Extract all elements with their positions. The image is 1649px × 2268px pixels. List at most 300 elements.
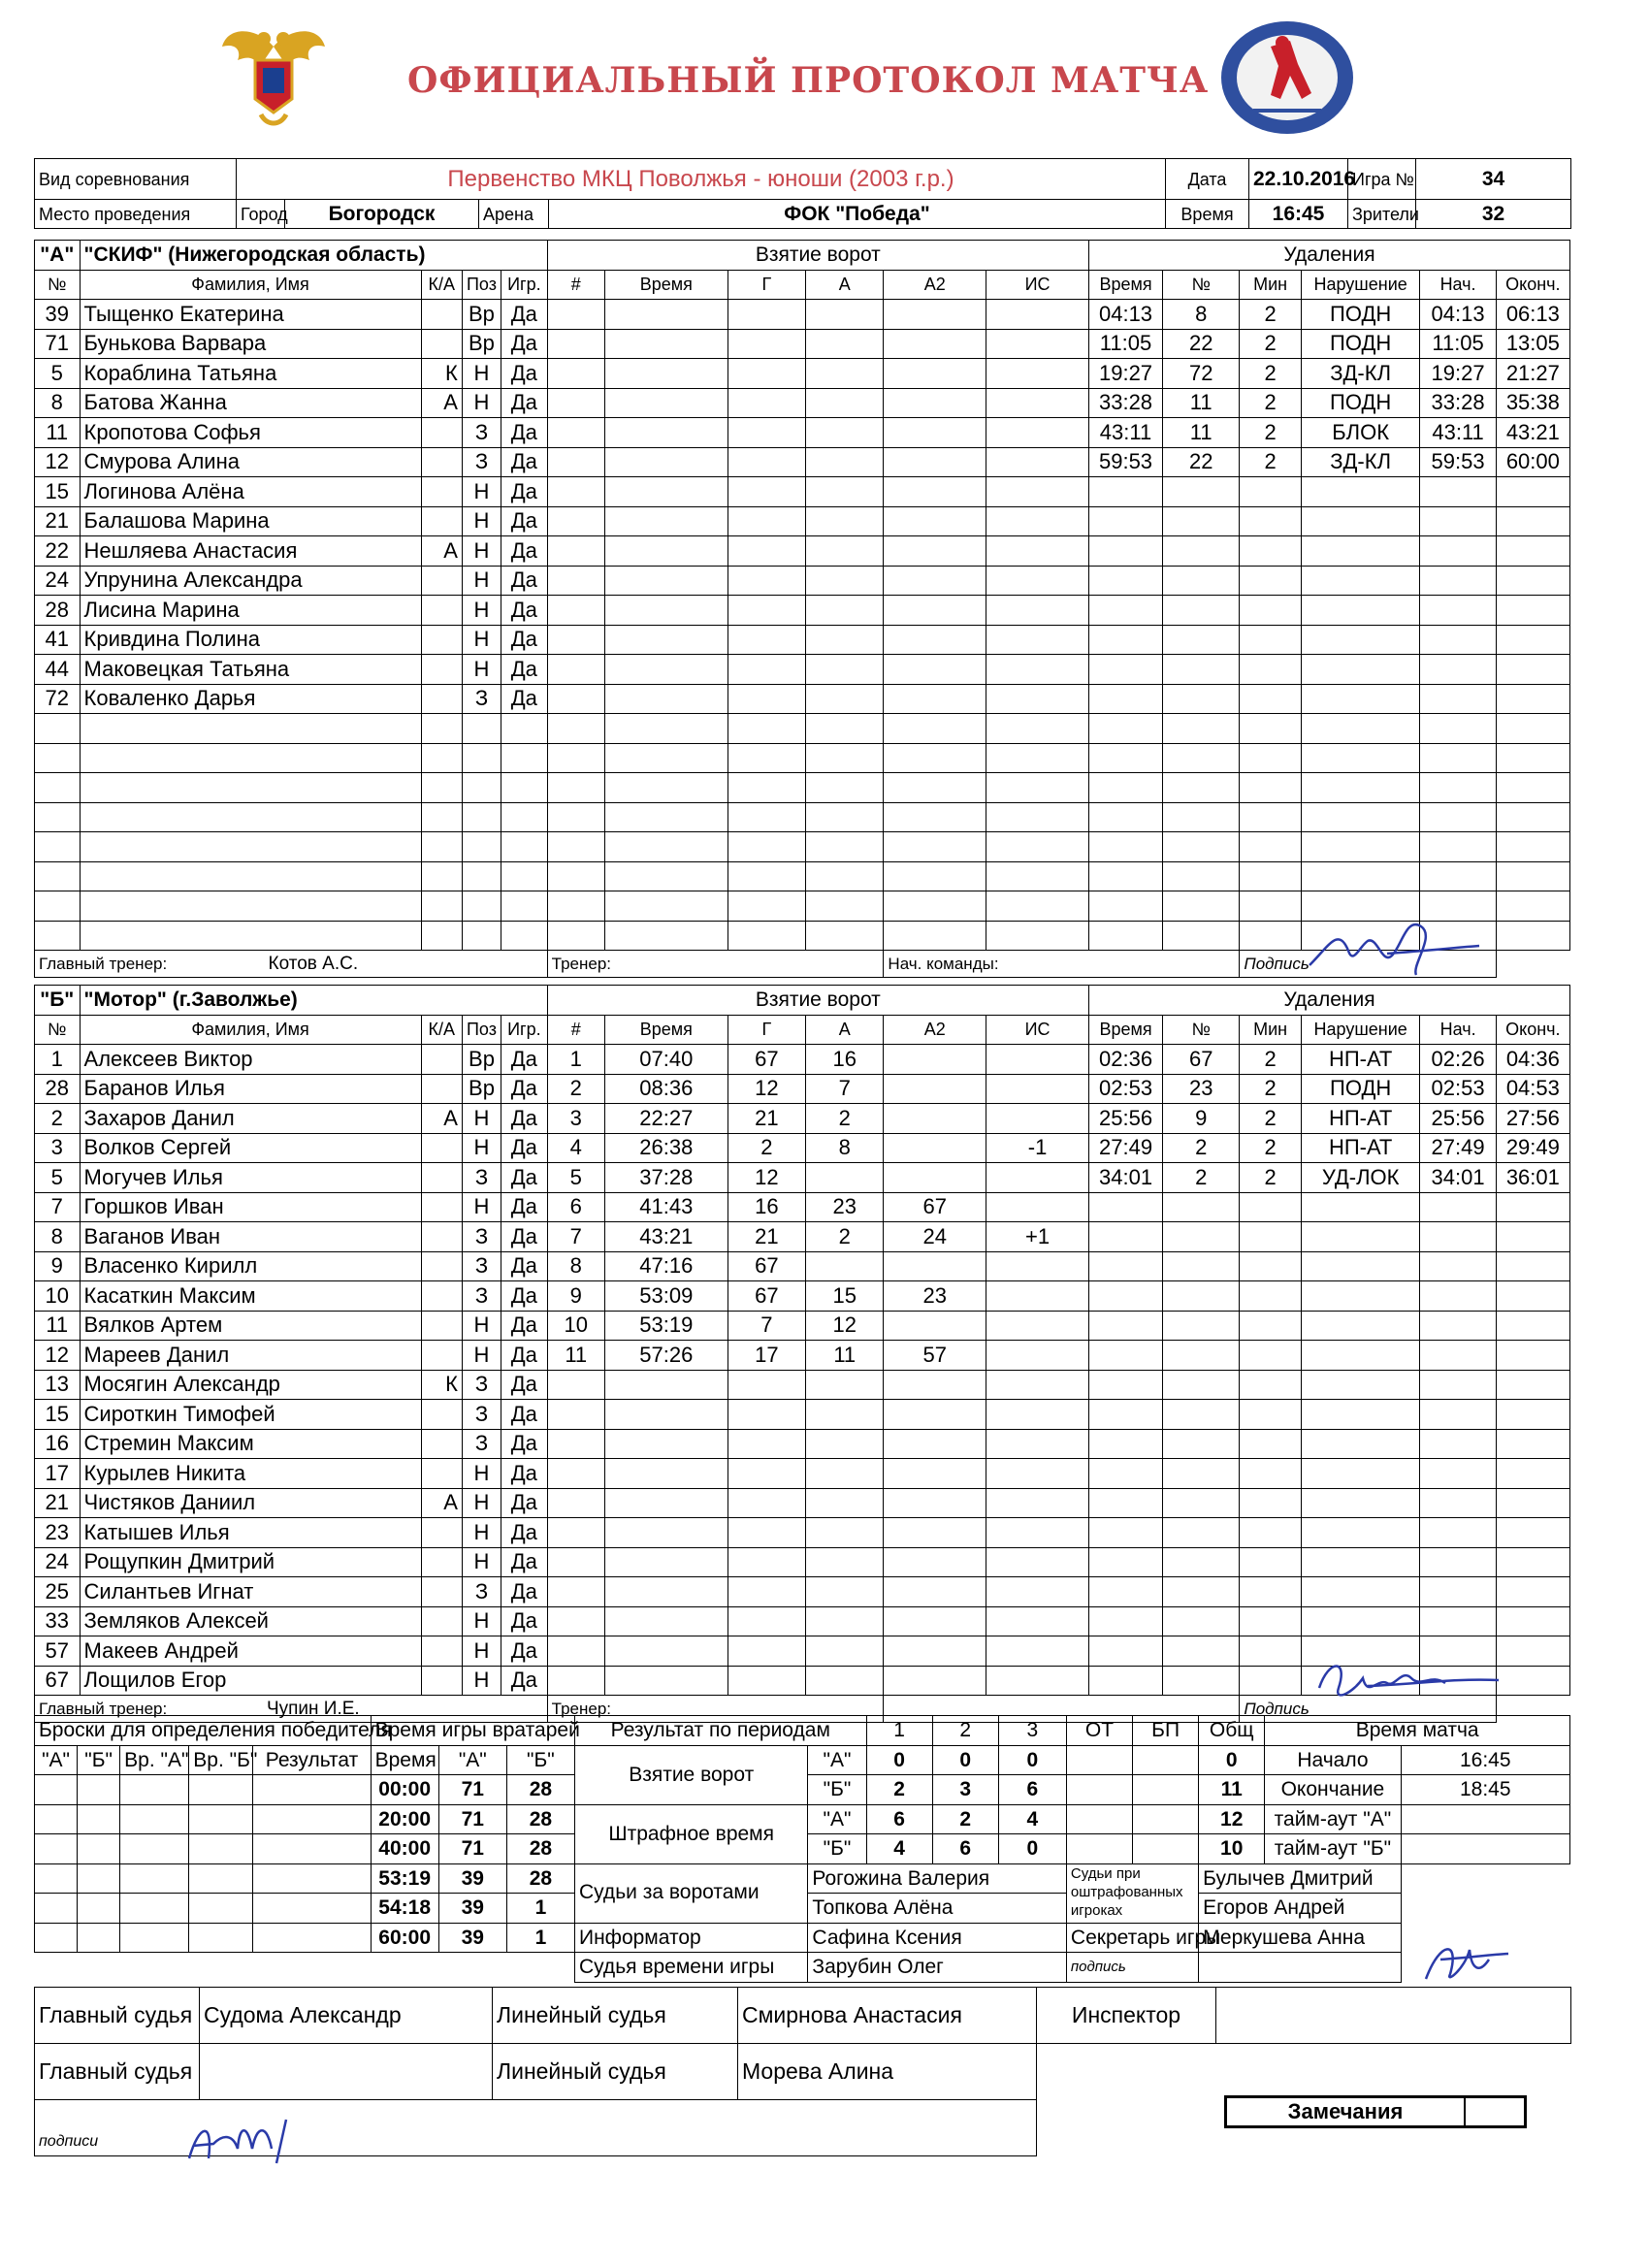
goal-scorer bbox=[728, 1666, 805, 1696]
goal-assist-2 bbox=[884, 506, 986, 536]
penalty-start bbox=[1420, 1311, 1496, 1341]
penalty-time bbox=[1088, 832, 1162, 862]
player-row bbox=[35, 1074, 1570, 1104]
goal-assist-2 bbox=[884, 802, 986, 832]
player-number: 12 bbox=[35, 447, 81, 477]
penalty-player: 11 bbox=[1163, 388, 1240, 418]
player-name bbox=[80, 802, 421, 832]
goalie-time: 60:00 bbox=[371, 1923, 438, 1953]
goal-time bbox=[604, 921, 728, 951]
penalty-start bbox=[1420, 1518, 1496, 1548]
periods-pim-team-a: "А" bbox=[808, 1804, 866, 1834]
goal-time bbox=[604, 1429, 728, 1459]
penalty-minutes bbox=[1240, 1636, 1301, 1667]
penalty-start bbox=[1420, 1400, 1496, 1430]
player-number: 15 bbox=[35, 477, 81, 507]
penalty-player: 23 bbox=[1163, 1074, 1240, 1104]
player-number: 28 bbox=[35, 1074, 81, 1104]
goal-assist-1 bbox=[806, 655, 884, 685]
goal-scorer bbox=[728, 1370, 805, 1400]
penalty-player: 22 bbox=[1163, 447, 1240, 477]
penalty-minutes bbox=[1240, 1459, 1301, 1489]
penalty-player bbox=[1163, 536, 1240, 567]
goal-scorer: 67 bbox=[728, 1045, 805, 1075]
player-position: Н bbox=[462, 506, 501, 536]
header-pstart: Нач. bbox=[1420, 1015, 1496, 1045]
penalty-minutes bbox=[1240, 1518, 1301, 1548]
player-captain-flag bbox=[421, 832, 462, 862]
penalty-time: 11:05 bbox=[1088, 329, 1162, 359]
penalty-end bbox=[1496, 1518, 1569, 1548]
goal-time: 53:19 bbox=[604, 1311, 728, 1341]
player-position: Н bbox=[462, 1488, 501, 1518]
header-gtime: Время bbox=[604, 270, 728, 300]
player-captain-flag bbox=[421, 743, 462, 773]
head-coach-label: Главный тренер: bbox=[35, 951, 81, 978]
goalie-col-b: "Б" bbox=[506, 1745, 574, 1775]
header-a2: А2 bbox=[884, 270, 986, 300]
player-position: Н bbox=[462, 1311, 501, 1341]
team-letter: "Б" bbox=[35, 986, 81, 1016]
penalty-end bbox=[1496, 1281, 1569, 1312]
penalty-start bbox=[1420, 1577, 1496, 1607]
penalty-infraction bbox=[1301, 773, 1420, 803]
goal-assist-2 bbox=[884, 447, 986, 477]
goalie-a: 39 bbox=[438, 1894, 506, 1924]
penalty-player bbox=[1163, 921, 1240, 951]
period-bp-header: БП bbox=[1133, 1716, 1199, 1746]
penalty-end bbox=[1496, 921, 1569, 951]
penalty-judge-1: Булычев Дмитрий bbox=[1199, 1863, 1401, 1894]
goal-scorer bbox=[728, 655, 805, 685]
goal-scorer bbox=[728, 684, 805, 714]
penalty-player: 67 bbox=[1163, 1045, 1240, 1075]
goal-time bbox=[604, 714, 728, 744]
player-number bbox=[35, 802, 81, 832]
goalie-b: 28 bbox=[506, 1834, 574, 1864]
player-row bbox=[35, 891, 1570, 922]
penalty-player bbox=[1163, 1281, 1240, 1312]
penalty-player bbox=[1163, 1488, 1240, 1518]
player-played bbox=[501, 743, 548, 773]
goal-time bbox=[604, 802, 728, 832]
signature-label: Подпись bbox=[1240, 951, 1496, 978]
goal-strength bbox=[986, 447, 1089, 477]
header-play: Игр. bbox=[501, 1015, 548, 1045]
penalty-time bbox=[1088, 1370, 1162, 1400]
player-number: 5 bbox=[35, 359, 81, 389]
venue-label: Место проведения bbox=[35, 200, 237, 229]
goal-assist-1 bbox=[806, 773, 884, 803]
goal-time bbox=[604, 359, 728, 389]
penalty-player: 22 bbox=[1163, 329, 1240, 359]
goalie-b: 28 bbox=[506, 1775, 574, 1805]
player-number: 24 bbox=[35, 1547, 81, 1577]
penalty-end bbox=[1496, 1488, 1569, 1518]
head-referee-2 bbox=[200, 2044, 493, 2100]
goal-assist-2 bbox=[884, 1636, 986, 1667]
penalty-end bbox=[1496, 1400, 1569, 1430]
player-number bbox=[35, 921, 81, 951]
player-played: Да bbox=[501, 625, 548, 655]
goal-assist-2 bbox=[884, 1547, 986, 1577]
goalie-time: 54:18 bbox=[371, 1894, 438, 1924]
player-played bbox=[501, 714, 548, 744]
goal-scorer bbox=[728, 832, 805, 862]
penalty-start bbox=[1420, 655, 1496, 685]
player-position: Н bbox=[462, 477, 501, 507]
goal-strength bbox=[986, 832, 1089, 862]
goal-time: 43:21 bbox=[604, 1222, 728, 1252]
player-name: Упрунина Александра bbox=[80, 566, 421, 596]
player-position: Н bbox=[462, 1341, 501, 1371]
penalty-player bbox=[1163, 1311, 1240, 1341]
linesman-label: Линейный судья bbox=[493, 1988, 738, 2044]
player-row bbox=[35, 596, 1570, 626]
player-position bbox=[462, 921, 501, 951]
player-captain-flag bbox=[421, 921, 462, 951]
goal-assist-1: 16 bbox=[806, 1045, 884, 1075]
penalty-time bbox=[1088, 1341, 1162, 1371]
header-no: № bbox=[35, 1015, 81, 1045]
penalty-end bbox=[1496, 1192, 1569, 1222]
player-position bbox=[462, 861, 501, 891]
player-played: Да bbox=[501, 1222, 548, 1252]
penalty-end: 60:00 bbox=[1496, 447, 1569, 477]
player-name: Кривдина Полина bbox=[80, 625, 421, 655]
player-row bbox=[35, 861, 1570, 891]
goal-scorer bbox=[728, 625, 805, 655]
goal-time bbox=[604, 329, 728, 359]
goal-number bbox=[547, 300, 604, 330]
goal-assist-1 bbox=[806, 802, 884, 832]
goal-strength bbox=[986, 1163, 1089, 1193]
penalty-time: 33:28 bbox=[1088, 388, 1162, 418]
goal-number: 1 bbox=[547, 1045, 604, 1075]
goal-time bbox=[604, 536, 728, 567]
goal-number bbox=[547, 1636, 604, 1667]
periods-goals-b-1: 2 bbox=[866, 1775, 932, 1805]
periods-pim-a-total: 12 bbox=[1199, 1804, 1265, 1834]
periods-goals-a-ot bbox=[1066, 1745, 1132, 1775]
player-number: 21 bbox=[35, 506, 81, 536]
informer-value: Сафина Ксения bbox=[808, 1923, 1066, 1953]
penalty-start bbox=[1420, 773, 1496, 803]
penalty-infraction bbox=[1301, 506, 1420, 536]
goal-strength bbox=[986, 891, 1089, 922]
penalty-player bbox=[1163, 743, 1240, 773]
player-played: Да bbox=[501, 1163, 548, 1193]
penalty-start bbox=[1420, 477, 1496, 507]
player-name: Стремин Максим bbox=[80, 1429, 421, 1459]
player-position: Н bbox=[462, 388, 501, 418]
player-name: Тыщенко Екатерина bbox=[80, 300, 421, 330]
player-played: Да bbox=[501, 388, 548, 418]
penalty-minutes bbox=[1240, 861, 1301, 891]
player-position: Н bbox=[462, 1636, 501, 1667]
header-a2: А2 bbox=[884, 1015, 986, 1045]
periods-pim-a-1: 6 bbox=[866, 1804, 932, 1834]
player-number: 41 bbox=[35, 625, 81, 655]
header-pnum: № bbox=[1163, 1015, 1240, 1045]
penalty-start: 11:05 bbox=[1420, 329, 1496, 359]
goal-number: 9 bbox=[547, 1281, 604, 1312]
penalty-player bbox=[1163, 861, 1240, 891]
goal-assist-1 bbox=[806, 1370, 884, 1400]
player-name: Рощупкин Дмитрий bbox=[80, 1547, 421, 1577]
goal-time: 41:43 bbox=[604, 1192, 728, 1222]
header-no: № bbox=[35, 270, 81, 300]
penalty-end: 21:27 bbox=[1496, 359, 1569, 389]
player-row bbox=[35, 566, 1570, 596]
penalty-time bbox=[1088, 921, 1162, 951]
player-name bbox=[80, 832, 421, 862]
penalty-start bbox=[1420, 625, 1496, 655]
player-row bbox=[35, 1222, 1570, 1252]
penalty-minutes bbox=[1240, 1577, 1301, 1607]
penalty-infraction bbox=[1301, 802, 1420, 832]
goal-number bbox=[547, 506, 604, 536]
informer-label: Информатор bbox=[574, 1923, 807, 1953]
penalty-minutes bbox=[1240, 743, 1301, 773]
goal-number: 10 bbox=[547, 1311, 604, 1341]
penalties-title: Удаления bbox=[1088, 986, 1569, 1016]
penalty-minutes bbox=[1240, 1251, 1301, 1281]
player-row bbox=[35, 773, 1570, 803]
player-played bbox=[501, 861, 548, 891]
player-captain-flag: К bbox=[421, 1370, 462, 1400]
penalty-start bbox=[1420, 1429, 1496, 1459]
goalie-time: 40:00 bbox=[371, 1834, 438, 1864]
goal-assist-1 bbox=[806, 300, 884, 330]
penalty-end bbox=[1496, 1311, 1569, 1341]
goal-scorer bbox=[728, 1577, 805, 1607]
player-captain-flag bbox=[421, 1192, 462, 1222]
goal-assist-1 bbox=[806, 536, 884, 567]
spectators-value: 32 bbox=[1416, 200, 1571, 229]
goal-assist-2 bbox=[884, 861, 986, 891]
penalty-time bbox=[1088, 1251, 1162, 1281]
goal-assist-2 bbox=[884, 1518, 986, 1548]
player-number: 5 bbox=[35, 1163, 81, 1193]
shootout-col-b: "Б" bbox=[78, 1745, 120, 1775]
penalty-end bbox=[1496, 477, 1569, 507]
player-captain-flag bbox=[421, 566, 462, 596]
header-g: Г bbox=[728, 270, 805, 300]
player-played: Да bbox=[501, 1606, 548, 1636]
penalty-infraction bbox=[1301, 921, 1420, 951]
player-captain-flag: А bbox=[421, 536, 462, 567]
periods-goals-team-a: "А" bbox=[808, 1745, 866, 1775]
head-coach-label: Главный тренер: bbox=[35, 1696, 81, 1723]
head-coach-name: Котов А.С. bbox=[80, 951, 547, 978]
goal-strength bbox=[986, 388, 1089, 418]
goal-strength bbox=[986, 921, 1089, 951]
goal-scorer bbox=[728, 921, 805, 951]
player-position: З bbox=[462, 1222, 501, 1252]
goal-time bbox=[604, 1636, 728, 1667]
player-number bbox=[35, 773, 81, 803]
periods-goals-b-3: 6 bbox=[998, 1775, 1066, 1805]
goal-assist-1 bbox=[806, 418, 884, 448]
penalty-time: 19:27 bbox=[1088, 359, 1162, 389]
penalty-start: 02:26 bbox=[1420, 1045, 1496, 1075]
player-name: Мосягин Александр bbox=[80, 1370, 421, 1400]
periods-pim-team-b: "Б" bbox=[808, 1834, 866, 1864]
goal-scorer bbox=[728, 596, 805, 626]
goal-number bbox=[547, 921, 604, 951]
goal-number: 8 bbox=[547, 1251, 604, 1281]
header-pos: Поз bbox=[462, 1015, 501, 1045]
goal-number bbox=[547, 477, 604, 507]
goal-assist-2 bbox=[884, 1459, 986, 1489]
player-position: З bbox=[462, 1370, 501, 1400]
player-name: Мареев Данил bbox=[80, 1341, 421, 1371]
goal-assist-1: 2 bbox=[806, 1222, 884, 1252]
player-captain-flag: А bbox=[421, 1104, 462, 1134]
timeout-b-label: тайм-аут "Б" bbox=[1265, 1834, 1401, 1864]
header-gtime: Время bbox=[604, 1015, 728, 1045]
player-name: Баранов Илья bbox=[80, 1074, 421, 1104]
player-captain-flag bbox=[421, 447, 462, 477]
penalty-minutes bbox=[1240, 1547, 1301, 1577]
player-number: 15 bbox=[35, 1400, 81, 1430]
player-position: З bbox=[462, 1163, 501, 1193]
goal-assist-1 bbox=[806, 388, 884, 418]
player-played: Да bbox=[501, 684, 548, 714]
player-played: Да bbox=[501, 1577, 548, 1607]
player-number: 23 bbox=[35, 1518, 81, 1548]
goal-assist-1 bbox=[806, 1459, 884, 1489]
penalty-minutes: 2 bbox=[1240, 359, 1301, 389]
goal-time bbox=[604, 1606, 728, 1636]
penalty-infraction: НП-АТ bbox=[1301, 1045, 1420, 1075]
penalty-infraction: ПОДН bbox=[1301, 300, 1420, 330]
penalty-end bbox=[1496, 1606, 1569, 1636]
player-row bbox=[35, 1666, 1570, 1696]
player-name: Курылев Никита bbox=[80, 1459, 421, 1489]
player-row bbox=[35, 1429, 1570, 1459]
player-played: Да bbox=[501, 418, 548, 448]
goal-number bbox=[547, 536, 604, 567]
player-name bbox=[80, 743, 421, 773]
penalty-end bbox=[1496, 714, 1569, 744]
linesman-1: Смирнова Анастасия bbox=[738, 1988, 1037, 2044]
player-number: 71 bbox=[35, 329, 81, 359]
penalty-start: 43:11 bbox=[1420, 418, 1496, 448]
penalty-time: 25:56 bbox=[1088, 1104, 1162, 1134]
player-captain-flag bbox=[421, 1547, 462, 1577]
goal-time bbox=[604, 1518, 728, 1548]
goal-assist-2 bbox=[884, 1429, 986, 1459]
penalty-time bbox=[1088, 506, 1162, 536]
secretary-sign-label: подпись bbox=[1066, 1953, 1198, 1983]
header-g: Г bbox=[728, 1015, 805, 1045]
player-position: З bbox=[462, 684, 501, 714]
goal-strength bbox=[986, 684, 1089, 714]
player-played: Да bbox=[501, 359, 548, 389]
player-position bbox=[462, 773, 501, 803]
penalty-infraction: ПОДН bbox=[1301, 329, 1420, 359]
goal-assist-2 bbox=[884, 1045, 986, 1075]
penalty-time bbox=[1088, 1488, 1162, 1518]
penalty-player bbox=[1163, 1518, 1240, 1548]
match-end-label: Окончание bbox=[1265, 1775, 1401, 1805]
trainer-label: Тренер: bbox=[547, 1696, 884, 1723]
goal-scorer bbox=[728, 1400, 805, 1430]
player-position: Вр bbox=[462, 329, 501, 359]
player-name bbox=[80, 921, 421, 951]
penalty-time bbox=[1088, 477, 1162, 507]
goal-number bbox=[547, 566, 604, 596]
player-number: 17 bbox=[35, 1459, 81, 1489]
player-captain-flag bbox=[421, 1636, 462, 1667]
periods-goals-b-2: 3 bbox=[932, 1775, 998, 1805]
penalty-infraction bbox=[1301, 1192, 1420, 1222]
penalty-time bbox=[1088, 1577, 1162, 1607]
goal-strength bbox=[986, 1606, 1089, 1636]
summary-table bbox=[34, 1715, 1570, 1983]
penalty-end bbox=[1496, 596, 1569, 626]
match-start-value: 16:45 bbox=[1401, 1745, 1569, 1775]
player-row bbox=[35, 329, 1570, 359]
player-number: 24 bbox=[35, 566, 81, 596]
goal-assist-1 bbox=[806, 1251, 884, 1281]
goal-strength bbox=[986, 655, 1089, 685]
goal-assist-1: 23 bbox=[806, 1192, 884, 1222]
team-manager-label: Нач. команды: bbox=[884, 951, 1240, 978]
player-name: Силантьев Игнат bbox=[80, 1577, 421, 1607]
player-number: 21 bbox=[35, 1488, 81, 1518]
secretary-label: Секретарь игры bbox=[1066, 1923, 1198, 1953]
penalty-start: 25:56 bbox=[1420, 1104, 1496, 1134]
goal-assist-1 bbox=[806, 447, 884, 477]
player-name: Касаткин Максим bbox=[80, 1281, 421, 1312]
player-played: Да bbox=[501, 655, 548, 685]
shootout-col-time-a: Вр. "А" bbox=[120, 1745, 189, 1775]
goal-time: 22:27 bbox=[604, 1104, 728, 1134]
player-name: Батова Жанна bbox=[80, 388, 421, 418]
goals-title: Взятие ворот bbox=[547, 986, 1088, 1016]
header-ptime: Время bbox=[1088, 270, 1162, 300]
player-name: Сироткин Тимофей bbox=[80, 1400, 421, 1430]
player-number: 44 bbox=[35, 655, 81, 685]
player-name: Волков Сергей bbox=[80, 1133, 421, 1163]
penalty-start bbox=[1420, 921, 1496, 951]
goal-scorer: 7 bbox=[728, 1311, 805, 1341]
date-label: Дата bbox=[1166, 159, 1249, 200]
time-value: 16:45 bbox=[1249, 200, 1348, 229]
penalty-player bbox=[1163, 1459, 1240, 1489]
goal-time: 08:36 bbox=[604, 1074, 728, 1104]
linesman-2: Морева Алина bbox=[738, 2044, 1037, 2100]
penalty-end: 04:53 bbox=[1496, 1074, 1569, 1104]
goal-assist-1 bbox=[806, 1636, 884, 1667]
player-name: Кораблина Татьяна bbox=[80, 359, 421, 389]
remarks-label: Замечания bbox=[1227, 2098, 1466, 2125]
match-start-label: Начало bbox=[1265, 1745, 1401, 1775]
penalty-end bbox=[1496, 1666, 1569, 1696]
goal-assist-2 bbox=[884, 625, 986, 655]
penalty-minutes bbox=[1240, 536, 1301, 567]
penalty-player bbox=[1163, 566, 1240, 596]
header-pend: Оконч. bbox=[1496, 1015, 1569, 1045]
protocol-title: ОФИЦИАЛЬНЫЙ ПРОТОКОЛ МАТЧА bbox=[407, 60, 1210, 101]
penalty-infraction bbox=[1301, 1518, 1420, 1548]
goal-number bbox=[547, 1488, 604, 1518]
penalty-end: 27:56 bbox=[1496, 1104, 1569, 1134]
goal-strength bbox=[986, 714, 1089, 744]
